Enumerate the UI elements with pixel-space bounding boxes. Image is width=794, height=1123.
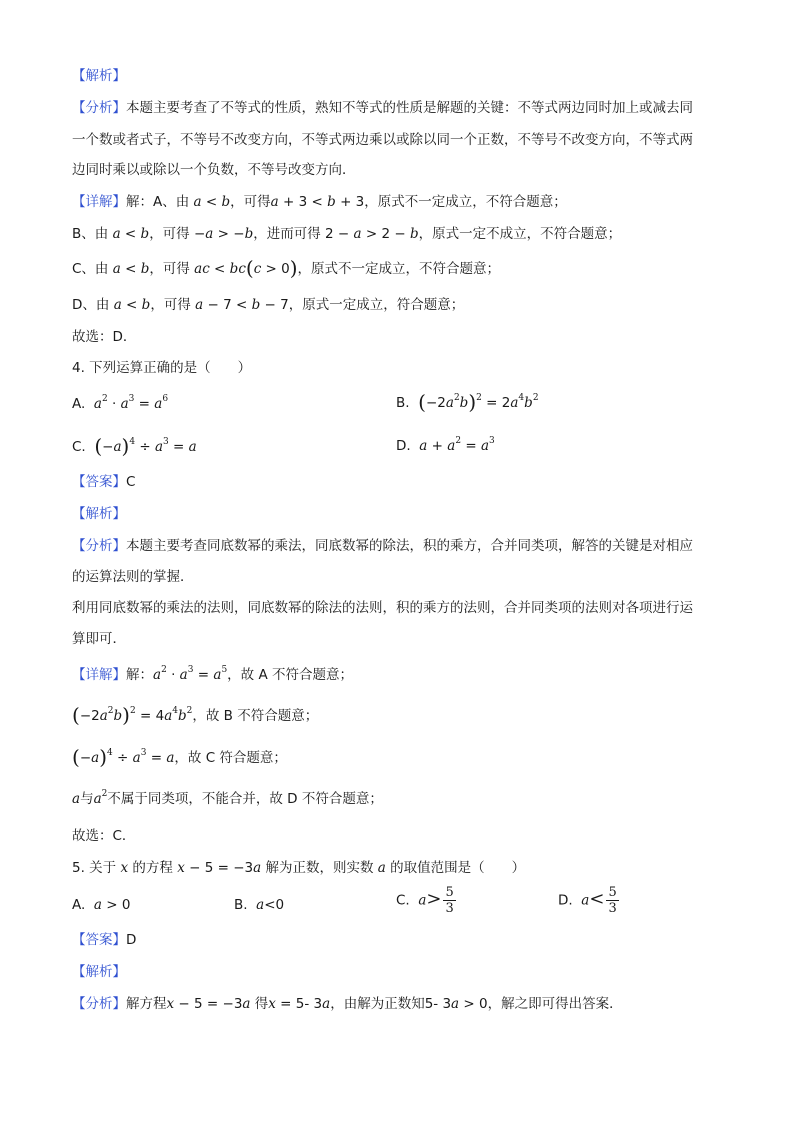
fenxi-paragraph-line: 边同时乘以或除以一个负数，不等号改变方向． xyxy=(72,162,356,178)
q4-detail-a: 【详解】解：$a^2 \cdot a^3 = a^5$，故 A 不符合题意； xyxy=(72,665,353,683)
q4-jiexi-heading: 【解析】 xyxy=(72,506,126,522)
q4-option-a: A. $a^2 \cdot a^3 = a^6$ xyxy=(72,394,169,412)
q4-option-d: D. $a + a^2 = a^3$ xyxy=(396,436,495,454)
q4-detail-d: a与$a^2$不属于同类项，不能合并，故 D 不符合题意； xyxy=(72,789,383,807)
xiangjie-option-d: D、由 a < b，可得 a − 7 < b − 7，原式一定成立，符合题意； xyxy=(72,297,465,313)
q5-answer: 【答案】D xyxy=(72,932,137,948)
fenxi-paragraph-line: 一个数或者式子，不等号不改变方向，不等式两边乘以或除以同一个正数，不等号不改变方向，不等式两 xyxy=(72,132,693,148)
q4-choose-answer: 故选：C． xyxy=(72,828,136,844)
q4-fenxi-line: 利用同底数幂的乘法的法则，同底数幂的除法的法则，积的乘方的法则，合并同类项的法则对各项进行运 xyxy=(72,600,693,616)
q4-fenxi-line: 【分析】本题主要考查同底数幂的乘法，同底数幂的除法，积的乘方，合并同类项，解答的关键是对相应 xyxy=(72,538,693,554)
q5-fenxi-line: 【分析】解方程x − 5 = −3a 得x = 5- 3a，由解为正数知5- 3a > 0，解之即可得出答案． xyxy=(72,996,623,1012)
q5-option-b: B. a<0 xyxy=(234,897,285,913)
q4-option-c: C. $(-a)^4 \div a^3 = a$ xyxy=(72,434,197,458)
jiexi-heading: 【解析】 xyxy=(72,68,126,84)
q4-detail-c: $(-a)^4 \div a^3 = a$，故 C 符合题意； xyxy=(72,745,287,769)
xiangjie-option-b: B、由 a < b，可得 −a > −b，进而可得 2 − a > 2 − b，原式一定不成立，不符合题意； xyxy=(72,226,622,242)
q5-option-a: A. a > 0 xyxy=(72,897,131,913)
xiangjie-option-c: C、由 a < b，可得 ac < bc(c > 0)，原式不一定成立，不符合题意； xyxy=(72,256,501,280)
question-4-stem: 4. 下列运算正确的是（ ） xyxy=(72,360,252,376)
question-5-stem: 5. 关于 x 的方程 x − 5 = −3a 解为正数，则实数 a 的取值范围是（ ） xyxy=(72,860,526,876)
q4-fenxi-line: 算即可． xyxy=(72,631,126,647)
q4-detail-b: $(-2a^2b)^2 = 4a^4b^2$，故 B 不符合题意； xyxy=(72,703,319,727)
q5-option-c: C. a> $\frac{5}{3}$ xyxy=(396,885,454,916)
fenxi-paragraph-line: 【分析】本题主要考查了不等式的性质，熟知不等式的性质是解题的关键：不等式两边同时加上或减去同 xyxy=(72,100,693,116)
q4-answer: 【答案】C xyxy=(72,474,136,490)
xiangjie-option-a: 【详解】解：A、由 a < b，可得a + 3 < b + 3，原式不一定成立，不符合题意； xyxy=(72,194,567,210)
q5-jiexi-heading: 【解析】 xyxy=(72,964,126,980)
q5-option-d: D. a< $\frac{5}{3}$ xyxy=(558,885,617,916)
choose-answer: 故选：D． xyxy=(72,329,137,345)
q4-fenxi-line: 的运算法则的掌握． xyxy=(72,569,194,585)
q4-option-b: B. $(-2a^2b)^2 = 2a^4b^2$ xyxy=(396,390,539,414)
